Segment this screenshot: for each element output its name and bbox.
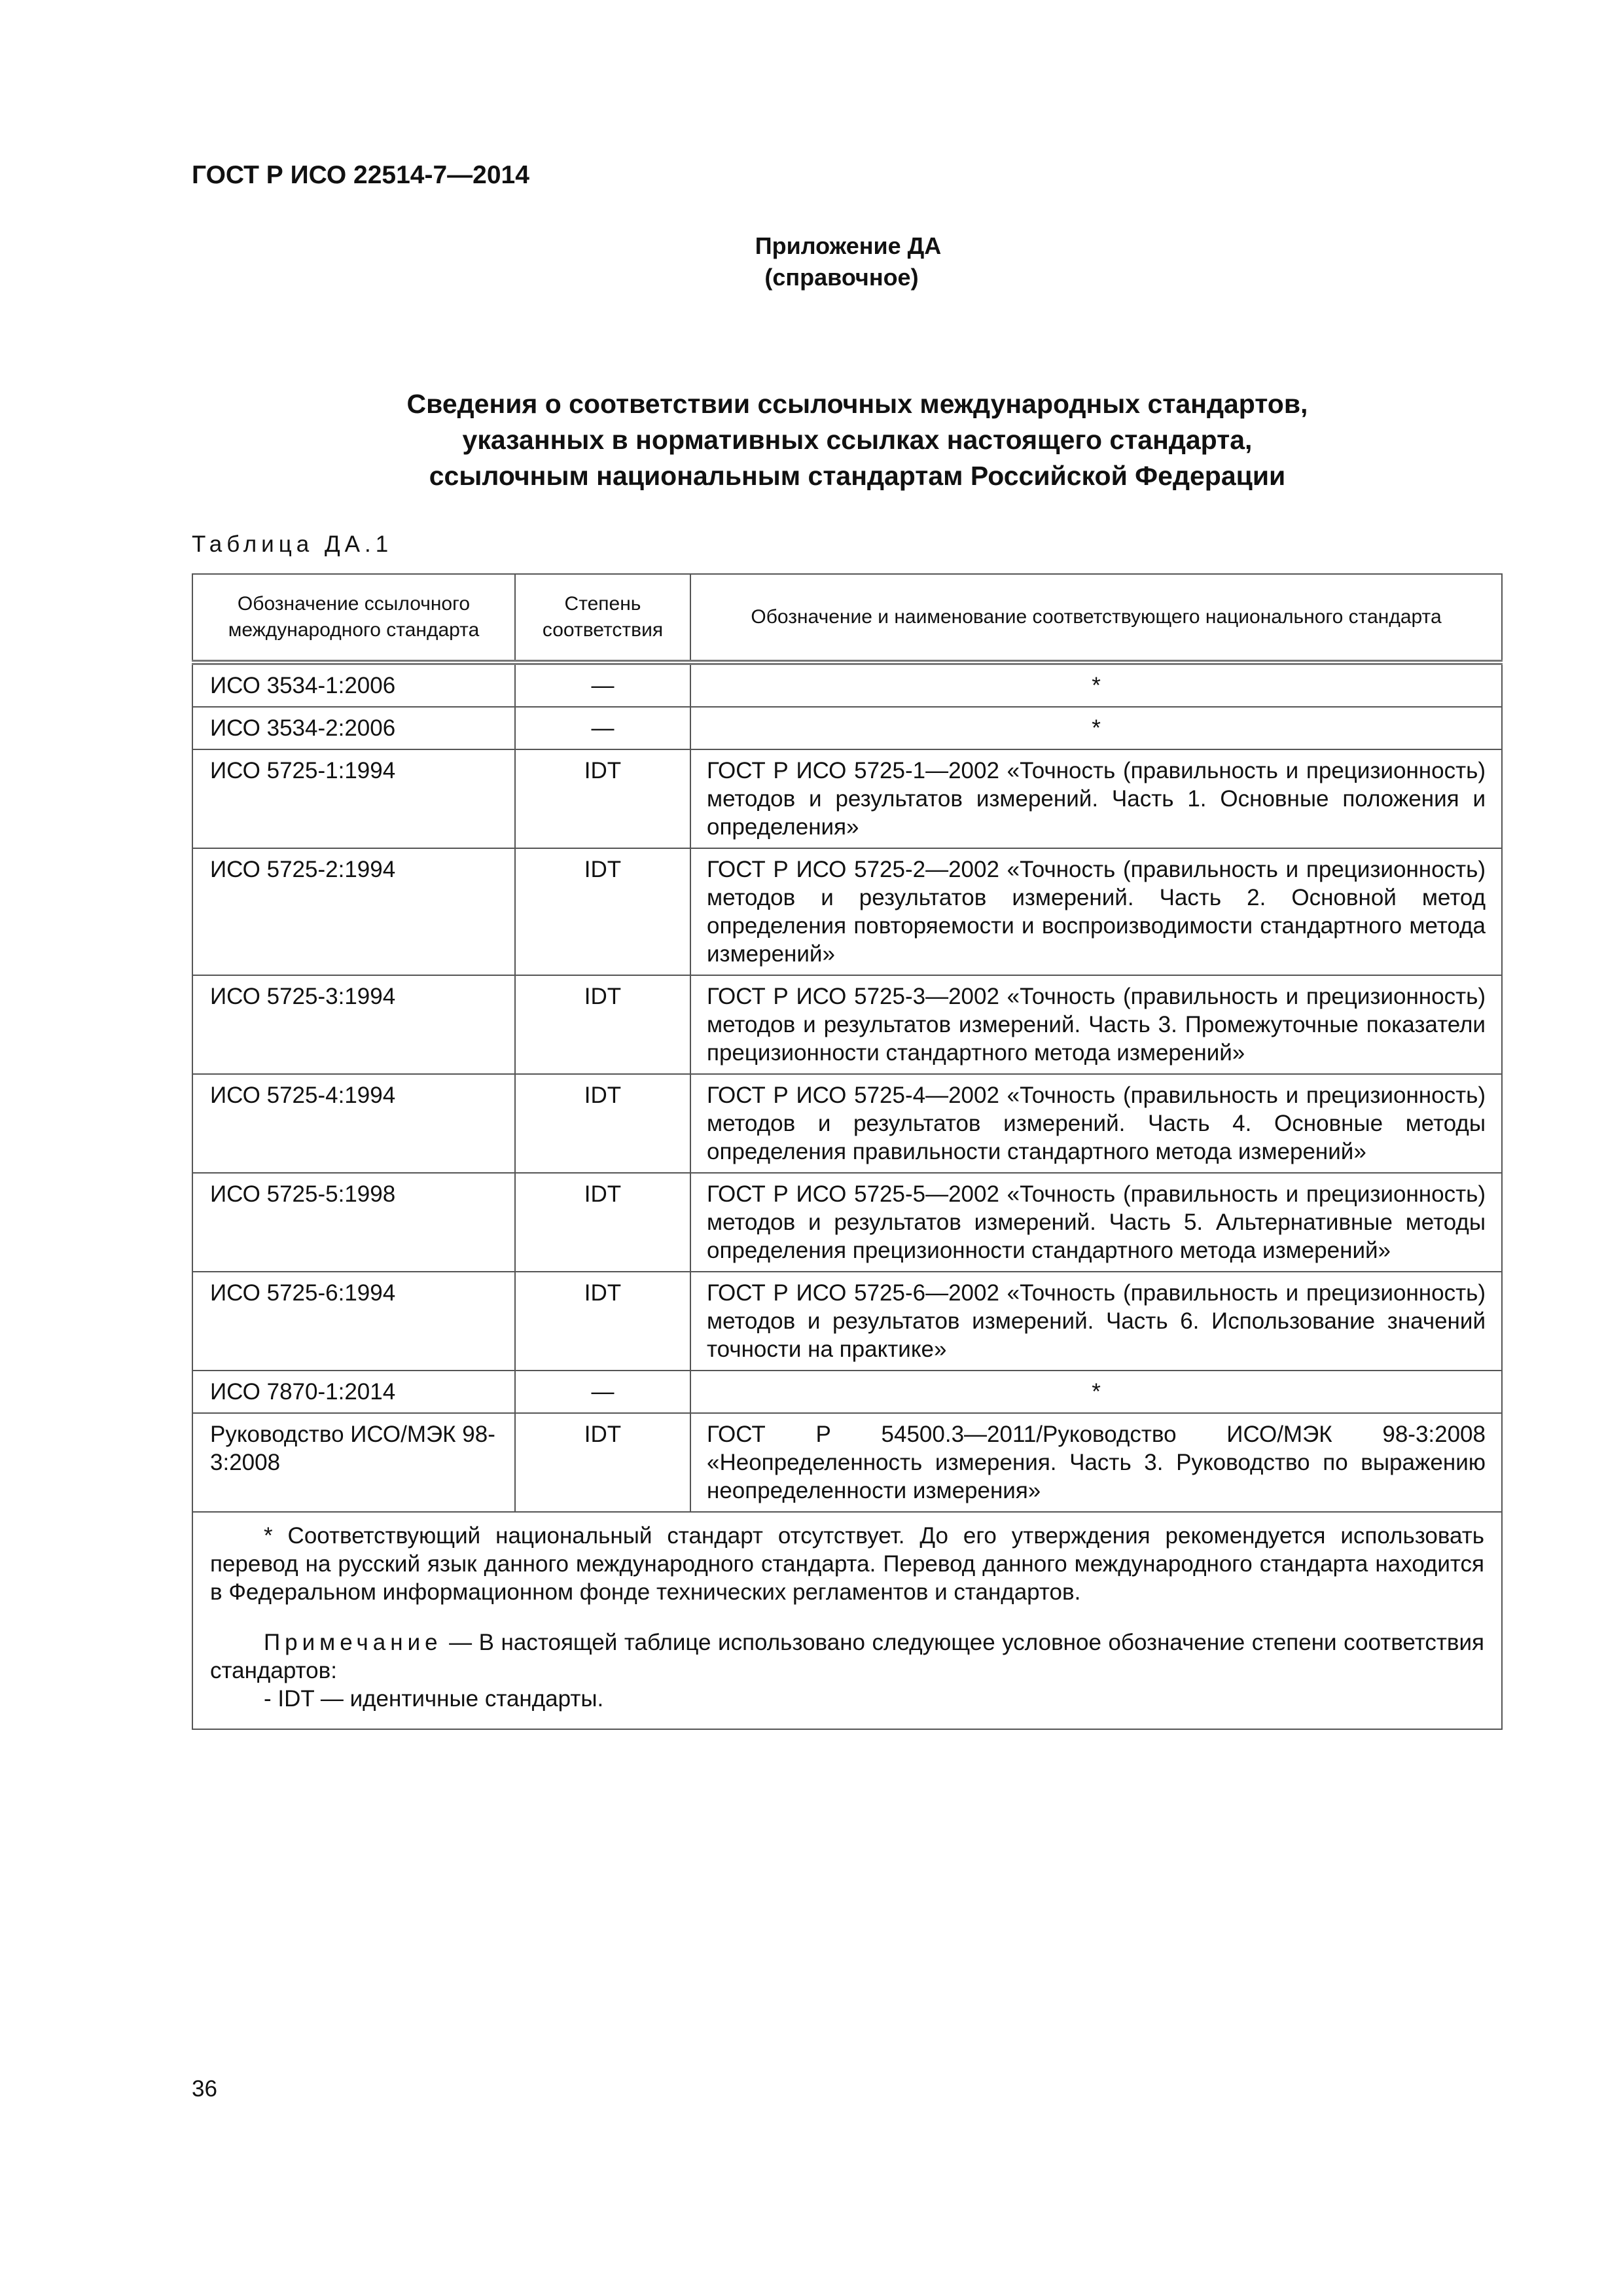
section-title-line: Сведения о соответствии ссылочных международных стандартов, [406, 389, 1308, 419]
cell-national-standard: ГОСТ Р ИСО 5725-6—2002 «Точность (правильность и прецизионность) методов и результатов измерений. Часть 6. Использование значений точности на практике» [690, 1272, 1502, 1371]
section-title-line: ссылочным национальным стандартам Российской Федерации [429, 461, 1286, 491]
cell-national-standard: ГОСТ Р ИСО 5725-3—2002 «Точность (правильность и прецизионность) методов и результатов измерений. Часть 3. Промежуточные показатели прецизионности стандартного метода измерений» [690, 975, 1502, 1074]
cell-international-standard: ИСО 5725-4:1994 [192, 1074, 515, 1173]
page-header-standard-id: ГОСТ Р ИСО 22514-7—2014 [192, 161, 529, 189]
section-title [0, 386, 1623, 494]
table-row [192, 749, 1502, 848]
table-row [192, 662, 1502, 707]
section-title-line: указанных в нормативных ссылках настоящего стандарта, [462, 425, 1253, 455]
header-international-standard: Обозначение ссылочного международного стандарта [192, 574, 515, 662]
appendix-title: Приложение ДА [755, 232, 942, 259]
note-paragraph [210, 1628, 1484, 1685]
note-item: - IDT — идентичные стандарты. [264, 1686, 604, 1712]
cell-degree: IDT [515, 749, 690, 848]
table-footnotes [192, 1512, 1502, 1729]
table-row [192, 1413, 1502, 1512]
cell-degree: IDT [515, 1173, 690, 1272]
table-row [192, 848, 1502, 975]
cell-international-standard: ИСО 3534-1:2006 [192, 662, 515, 707]
cell-national-standard: ГОСТ Р ИСО 5725-4—2002 «Точность (правильность и прецизионность) методов и результатов измерений. Часть 4. Основные методы определения правильности стандартного метода измерений» [690, 1074, 1502, 1173]
cell-degree: — [515, 707, 690, 749]
table-row [192, 1074, 1502, 1173]
cell-national-standard: ГОСТ Р 54500.3—2011/Руководство ИСО/МЭК 98-3:2008 «Неопределенность измерения. Часть 3. Руководство по выражению неопределенности измерения» [690, 1413, 1502, 1512]
cell-degree: IDT [515, 848, 690, 975]
cell-degree: — [515, 1371, 690, 1413]
cell-national-standard: ГОСТ Р ИСО 5725-5—2002 «Точность (правильность и прецизионность) методов и результатов измерений. Часть 5. Альтернативные методы определения прецизионности стандартного метода измерений» [690, 1173, 1502, 1272]
cell-degree: — [515, 662, 690, 707]
cell-national-standard: * [690, 707, 1502, 749]
cell-international-standard: ИСО 5725-5:1998 [192, 1173, 515, 1272]
table-row [192, 1272, 1502, 1371]
correspondence-table [192, 573, 1503, 1730]
table-caption: Таблица ДА.1 [192, 531, 393, 557]
cell-international-standard: ИСО 5725-3:1994 [192, 975, 515, 1074]
cell-international-standard: ИСО 5725-6:1994 [192, 1272, 515, 1371]
note-label: Примечание [264, 1630, 442, 1655]
cell-degree: IDT [515, 1413, 690, 1512]
table-row [192, 1173, 1502, 1272]
cell-degree: IDT [515, 1074, 690, 1173]
table-row [192, 975, 1502, 1074]
cell-degree: IDT [515, 1272, 690, 1371]
table-header-row [192, 574, 1502, 662]
cell-national-standard: * [690, 1371, 1502, 1413]
cell-international-standard: ИСО 5725-1:1994 [192, 749, 515, 848]
header-national-standard: Обозначение и наименование соответствующего национального стандарта [690, 574, 1502, 662]
table-footer-row [192, 1512, 1502, 1729]
cell-national-standard: ГОСТ Р ИСО 5725-1—2002 «Точность (правильность и прецизионность) методов и результатов измерений. Часть 1. Основные положения и определения» [690, 749, 1502, 848]
cell-international-standard: ИСО 3534-2:2006 [192, 707, 515, 749]
page-number: 36 [192, 2076, 217, 2102]
appendix-type: (справочное) [764, 264, 919, 291]
appendix-heading [0, 230, 1623, 293]
cell-degree: IDT [515, 975, 690, 1074]
header-degree-of-correspondence: Степень соответствия [515, 574, 690, 662]
cell-national-standard: ГОСТ Р ИСО 5725-2—2002 «Точность (правильность и прецизионность) методов и результатов измерений. Часть 2. Основной метод определения повторяемости и воспроизводимости стандартного метода измерений» [690, 848, 1502, 975]
cell-international-standard: Руководство ИСО/МЭК 98-3:2008 [192, 1413, 515, 1512]
footnote-text: * Соответствующий национальный стандарт отсутствует. До его утверждения рекомендуется использовать перевод на русский язык данного международного стандарта. Перевод данного международного стандарта находится в Федеральном информационном фонде технических регламентов и стандартов. [210, 1523, 1484, 1605]
cell-international-standard: ИСО 5725-2:1994 [192, 848, 515, 975]
note-text: — В настоящей таблице использовано следующее условное обозначение степени соответствия стандартов: [210, 1630, 1484, 1683]
cell-international-standard: ИСО 7870-1:2014 [192, 1371, 515, 1413]
table-row [192, 1371, 1502, 1413]
table-row [192, 707, 1502, 749]
cell-national-standard: * [690, 662, 1502, 707]
